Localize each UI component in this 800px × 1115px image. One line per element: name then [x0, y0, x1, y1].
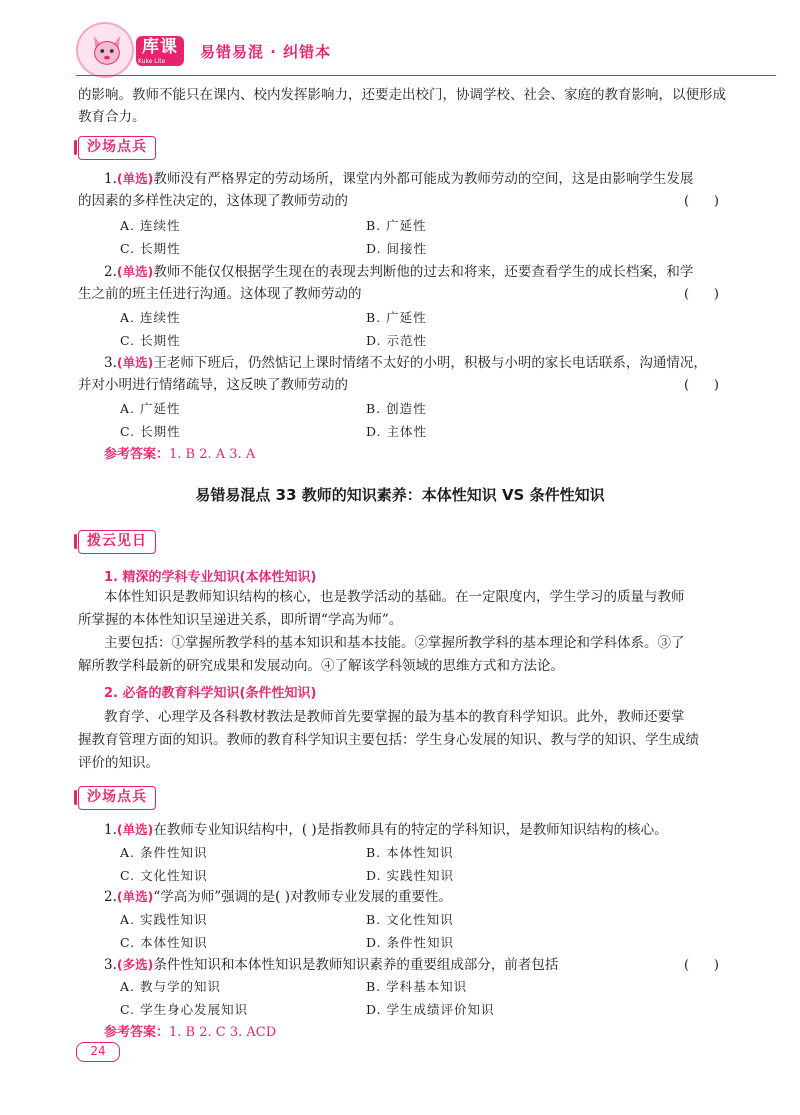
question-number: 2. [104, 264, 117, 280]
option-b: B. 广延性 [366, 218, 427, 233]
page-header [76, 22, 776, 78]
question-text: 王老师下班后，仍然惦记上课时情绪不太好的小明，积极与小明的家长电话联系，沟通情况， [153, 355, 707, 371]
option-d: D. 学生成绩评价知识 [366, 1002, 495, 1017]
question-1 [104, 819, 668, 841]
question-text: 教师不能仅仅根据学生现在的表现去判断他的过去和将来，还要查看学生的成长档案，和学 [153, 264, 694, 280]
subheading: 2. 必备的教育科学知识(条件性知识) [104, 686, 317, 701]
question-2-cont: 生之前的班主任进行沟通。这体现了教师劳动的 [78, 286, 362, 302]
question-number: 1. [104, 171, 117, 187]
question-type-tag: (单选) [116, 264, 154, 279]
option-c: C. 长期性 [120, 424, 181, 439]
option-b: B. 文化性知识 [366, 912, 454, 927]
option-a: A. 连续性 [120, 218, 181, 233]
reference-answers [104, 1021, 276, 1040]
option-d: D. 间接性 [366, 241, 428, 256]
header-divider [76, 75, 776, 76]
answer-blank: ( ) [684, 287, 719, 302]
option-c: C. 学生身心发展知识 [120, 1002, 249, 1017]
option-b: B. 本体性知识 [366, 845, 454, 860]
paragraph-line: 评价的知识。 [78, 755, 159, 771]
intro-line: 的影响。教师不能只在课内、校内发挥影响力，还要走出校门，协调学校、社会、家庭的教育影响，以便形成 [78, 87, 726, 103]
option-a: A. 连续性 [120, 310, 181, 325]
option-a: A. 实践性知识 [120, 912, 208, 927]
paragraph-line: 所掌握的本体性知识呈递进关系，即所谓“学高为师”。 [78, 612, 403, 628]
paragraph-line: 解所教学科最新的研究成果和发展动向。④了解该学科领域的思维方式和方法论。 [78, 658, 564, 674]
question-type-tag: (单选) [116, 355, 154, 370]
option-d: D. 实践性知识 [366, 868, 455, 883]
option-a: A. 教与学的知识 [120, 979, 221, 994]
question-2 [104, 886, 452, 908]
paragraph-line: 握教育管理方面的知识。教师的教育科学知识主要包括：学生身心发展的知识、教与学的知识、学生成绩 [78, 732, 699, 748]
question-number: 2. [104, 889, 117, 905]
question-number: 3. [104, 957, 117, 973]
fox-mascot-icon [88, 32, 126, 70]
option-b: B. 学科基本知识 [366, 979, 468, 994]
section-title: 易错易混点 33 教师的知识素养：本体性知识 VS 条件性知识 [195, 486, 605, 504]
option-d: D. 主体性 [366, 424, 428, 439]
answer-label: 参考答案： [104, 447, 170, 462]
reference-answers [104, 443, 255, 462]
option-c: C. 本体性知识 [120, 935, 208, 950]
brand-name: 库课 [136, 36, 184, 66]
question-3 [104, 954, 558, 976]
question-text: 教师没有严格界定的劳动场所，课堂内外都可能成为教师劳动的空间，这是由影响学生发展 [153, 171, 694, 187]
subheading: 1. 精深的学科专业知识(本体性知识) [104, 570, 317, 585]
brand-subtitle: Kuke Lite [138, 58, 166, 65]
question-2 [104, 261, 693, 283]
question-text: “学高为师”强调的是( )对教师专业发展的重要性。 [153, 889, 452, 905]
explain-label: 拨云见日 [78, 530, 156, 554]
option-b: B. 广延性 [366, 310, 427, 325]
option-d: D. 示范性 [366, 333, 428, 348]
question-1 [104, 168, 693, 190]
answer-values: 1. B 2. C 3. ACD [169, 1025, 277, 1040]
question-type-tag: (单选) [116, 889, 154, 904]
answer-label: 参考答案： [104, 1025, 170, 1040]
option-c: C. 文化性知识 [120, 868, 208, 883]
option-a: A. 广延性 [120, 401, 181, 416]
paragraph-line: 主要包括：①掌握所教学科的基本知识和基本技能。②掌握所教学科的基本理论和学科体系。③了 [104, 635, 685, 651]
paragraph-line: 教育学、心理学及各科教材教法是教师首先要掌握的最为基本的教育科学知识。此外，教师还要掌 [104, 709, 685, 725]
question-number: 3. [104, 355, 117, 371]
option-d: D. 条件性知识 [366, 935, 455, 950]
practice-label: 沙场点兵 [78, 136, 156, 160]
answer-blank: ( ) [684, 958, 719, 973]
question-type-tag: (多选) [116, 957, 154, 972]
question-1-cont: 的因素的多样性决定的，这体现了教师劳动的 [78, 193, 348, 209]
practice-label: 沙场点兵 [78, 786, 156, 810]
answer-blank: ( ) [684, 194, 719, 209]
brand-logo [76, 22, 134, 78]
option-c: C. 长期性 [120, 333, 181, 348]
answer-blank: ( ) [684, 378, 719, 393]
option-b: B. 创造性 [366, 401, 427, 416]
question-text: 条件性知识和本体性知识是教师知识素养的重要组成部分，前者包括 [153, 957, 559, 973]
page-number: 24 [76, 1042, 120, 1062]
question-text: 在教师专业知识结构中，( )是指教师具有的特定的学科知识，是教师知识结构的核心。 [153, 822, 668, 838]
question-3 [104, 352, 707, 374]
answer-values: 1. B 2. A 3. A [169, 447, 256, 462]
intro-line: 教育合力。 [78, 109, 146, 125]
question-number: 1. [104, 822, 117, 838]
question-type-tag: (单选) [116, 171, 154, 186]
option-a: A. 条件性知识 [120, 845, 208, 860]
question-type-tag: (单选) [116, 822, 154, 837]
paragraph-line: 本体性知识是教师知识结构的核心，也是教学活动的基础。在一定限度内，学生学习的质量与教师 [104, 589, 685, 605]
question-3-cont: 并对小明进行情绪疏导，这反映了教师劳动的 [78, 377, 348, 393]
option-c: C. 长期性 [120, 241, 181, 256]
series-title: 易错易混 · 纠错本 [200, 43, 332, 61]
